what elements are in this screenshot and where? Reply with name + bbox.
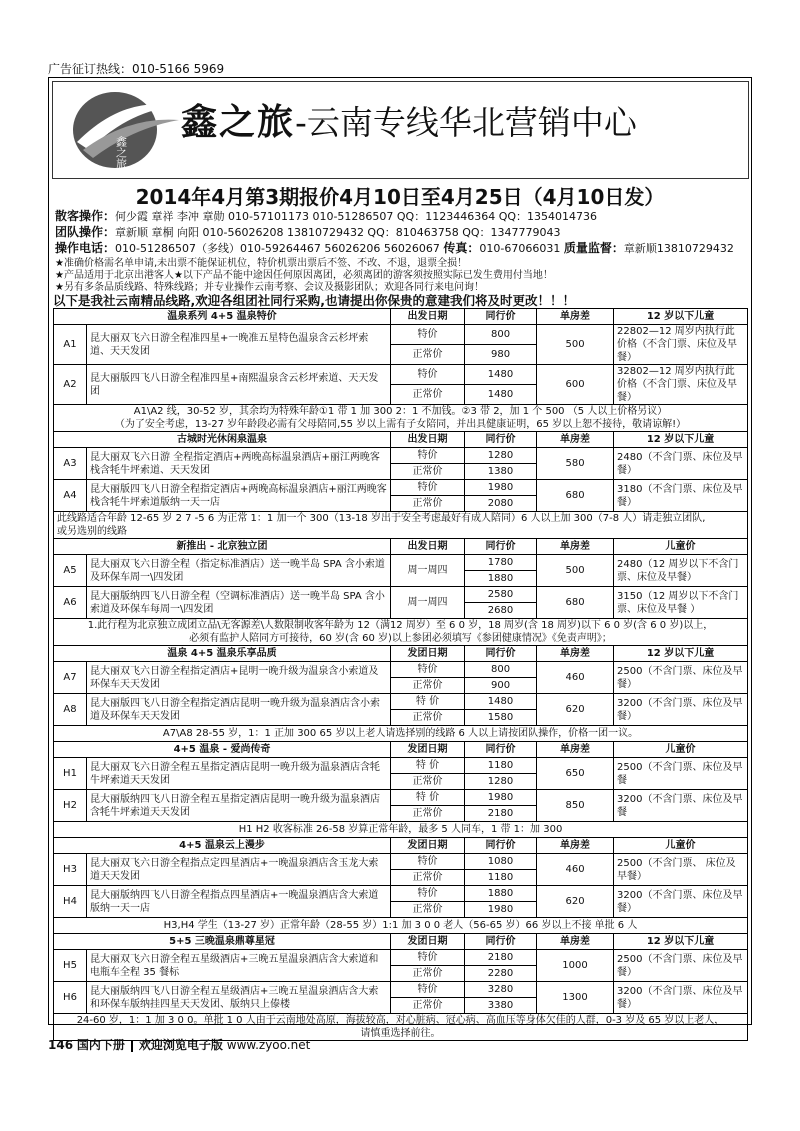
col-header-single-supplement: 单房差 <box>537 742 614 758</box>
price-type-label: 特价 <box>391 982 465 998</box>
section-note <box>54 726 748 742</box>
note-line: 必须有监护人陪同方可接待，60 岁(含 60 岁)以上参团必须填写《参团健康情况》《免责声明》； <box>189 633 612 644</box>
trade-price: 1980 <box>465 902 537 918</box>
trade-price: 1180 <box>465 870 537 886</box>
child-price: 3200（不含门票、床位及早餐 <box>614 790 748 822</box>
contact-label: 团队操作： <box>55 225 116 239</box>
logo-text: 鑫之旅 <box>114 136 128 169</box>
col-header-departure: 出发日期 <box>391 309 465 325</box>
trade-price: 1480 <box>465 694 537 710</box>
route-row <box>54 480 748 496</box>
contact-text: 何少霞 章祥 李冲 章勋 010-57101173 010-51286507 QQ：1123446364 QQ：1354014736 <box>115 210 598 223</box>
company-logo-icon <box>63 86 183 174</box>
brand-title <box>181 94 637 145</box>
note-line: 或另选别的线路 <box>57 526 127 537</box>
page-footer <box>48 1036 310 1053</box>
trade-price: 1280 <box>465 774 537 790</box>
single-supplement: 460 <box>537 854 614 886</box>
price-type-label: 特 价 <box>391 790 465 806</box>
price-period-title: 2014年4月第3期报价4月10日至4月25日（4月10日发） <box>135 185 665 209</box>
col-header-trade-price: 同行价 <box>465 742 537 758</box>
note-line: H1 H2 收客标准 26-58 岁算正常年龄，最多 5 人同车，1 带 1：加 300 <box>238 824 563 835</box>
note-line: 1.此行程为北京独立成团立品\无客源差\人数限制收客年龄为 12（满12 周岁）至 6 0 岁，18 周岁(含 18 周岁)以下 6 0 岁(含 6 0 岁)以上， <box>87 620 714 631</box>
route-row <box>54 854 748 870</box>
route-row <box>54 790 748 806</box>
trade-price: 900 <box>465 678 537 694</box>
section-header-row <box>54 742 748 758</box>
note-line: A7\A8 28-55 岁，1：1 正加 300 65 岁以上老人请选择别的线路 6 人以上请按团队操作，价格一团一议。 <box>162 728 639 739</box>
trade-price: 2180 <box>465 806 537 822</box>
route-row <box>54 555 748 571</box>
col-header-single-supplement: 单房差 <box>537 432 614 448</box>
section-header-row <box>54 539 748 555</box>
section-title: 4+5 温泉云上漫步 <box>54 838 391 854</box>
single-supplement: 600 <box>537 365 614 405</box>
col-header-departure: 出发日期 <box>391 432 465 448</box>
quality-label: 质量监督： <box>563 241 624 255</box>
page-number: 146 <box>48 1038 74 1052</box>
price-type-label: 特价 <box>391 480 465 496</box>
contact-line-group <box>55 223 561 240</box>
section-header-row <box>54 646 748 662</box>
trade-price: 1880 <box>465 571 537 587</box>
departure-label: 周一周四 <box>391 555 465 587</box>
single-supplement: 460 <box>537 662 614 694</box>
ad-hotline: 广告征订热线：010-5166 5969 <box>48 62 225 76</box>
single-supplement: 620 <box>537 694 614 726</box>
route-row <box>54 694 748 710</box>
departure-label: 周一周四 <box>391 587 465 619</box>
route-description: 昆大丽双飞六日游 全程指定酒店+两晚高标温泉酒店+丽江两晚客栈含牦牛坪索道、天天发团 <box>87 448 391 480</box>
note-line: （为了安全考虑，13-27 岁年龄段必需有父母陪同,55 岁以上需有子女陪同，并出具健康证明，65 岁以上恕不接待，敬请谅解!） <box>114 419 687 430</box>
col-header-child-price: 12 岁以下儿童 <box>614 646 748 662</box>
col-header-departure: 出发日期 <box>391 539 465 555</box>
section-note-row <box>54 726 748 742</box>
section-title: 4+5 温泉 - 爱尚传奇 <box>54 742 391 758</box>
route-row <box>54 448 748 464</box>
col-header-departure: 发团日期 <box>391 934 465 950</box>
route-row <box>54 365 748 385</box>
price-type-label: 正常价 <box>391 774 465 790</box>
section-header-row <box>54 934 748 950</box>
price-type-label: 正常价 <box>391 870 465 886</box>
col-header-child-price: 儿童价 <box>614 539 748 555</box>
price-type-label: 正常价 <box>391 678 465 694</box>
route-description: 昆大丽双飞六日游全程指点定四星酒店+一晚温泉酒店含玉龙大索道天天发团 <box>87 854 391 886</box>
col-header-child-price: 儿童价 <box>614 838 748 854</box>
section-note <box>54 918 748 934</box>
route-description: 昆大丽版纳四飞八日游全程（空调标准酒店）送一晚半岛 SPA 含小索道及环保车每周一\四发团 <box>87 587 391 619</box>
route-row <box>54 325 748 345</box>
single-supplement: 620 <box>537 886 614 918</box>
price-type-label: 特价 <box>391 886 465 902</box>
col-header-trade-price: 同行价 <box>465 646 537 662</box>
route-code: A4 <box>54 480 87 512</box>
route-price-table <box>53 308 748 1041</box>
route-description: 昆大丽版四飞八日游全程准四星+南熙温泉含云杉坪索道、天天发团 <box>87 365 391 405</box>
price-type-label: 特 价 <box>391 758 465 774</box>
route-description: 昆大丽双飞六日游全程五星指定酒店昆明一晚升级为温泉酒店含牦牛坪索道天天发团 <box>87 758 391 790</box>
fax-label: 传真： <box>443 241 480 255</box>
col-header-departure: 发团日期 <box>391 838 465 854</box>
child-price: 2500（不含门票、床位及早餐） <box>614 950 748 982</box>
trade-price: 1280 <box>465 448 537 464</box>
trade-price: 2180 <box>465 950 537 966</box>
col-header-single-supplement: 单房差 <box>537 309 614 325</box>
price-type-label: 特 价 <box>391 694 465 710</box>
footer-section: 国内下册 <box>76 1038 125 1052</box>
price-type-label: 正常价 <box>391 345 465 365</box>
section-note <box>54 512 748 539</box>
child-price: 2480（不含门票、床位及早餐） <box>614 448 748 480</box>
route-code: H3 <box>54 854 87 886</box>
trade-price: 800 <box>465 325 537 345</box>
note-line: H3,H4 学生（13-27 岁）正常年龄（28-55 岁）1:1 加 3 0 0 老人（56-65 岁）66 岁以上不接 单批 6 人 <box>163 920 638 931</box>
section-note-row <box>54 918 748 934</box>
trade-price: 3280 <box>465 982 537 998</box>
note-line: 请慎重选择前往。 <box>360 1028 441 1039</box>
single-supplement: 500 <box>537 555 614 587</box>
trade-price: 2080 <box>465 496 537 512</box>
child-price: 2500（不含门票、 床位及早餐） <box>614 854 748 886</box>
single-supplement: 680 <box>537 587 614 619</box>
route-code: H2 <box>54 790 87 822</box>
trade-price: 1380 <box>465 464 537 480</box>
col-header-child-price: 12 岁以下儿童 <box>614 934 748 950</box>
trade-price: 1580 <box>465 710 537 726</box>
section-note <box>54 619 748 646</box>
price-type-label: 正常价 <box>391 806 465 822</box>
quality-contact: 章新顺13810729432 <box>623 242 734 255</box>
child-price: 2480（12 周岁以下不含门票、床位及早餐） <box>614 555 748 587</box>
price-type-label: 正常价 <box>391 464 465 480</box>
section-note <box>54 822 748 838</box>
col-header-trade-price: 同行价 <box>465 934 537 950</box>
child-price: 3200（不含门票、床位及早餐） <box>614 886 748 918</box>
trade-price: 800 <box>465 662 537 678</box>
section-title: 5+5 三晚温泉鼎尊星冠 <box>54 934 391 950</box>
col-header-single-supplement: 单房差 <box>537 646 614 662</box>
col-header-trade-price: 同行价 <box>465 539 537 555</box>
note-line: A1\A2 线，30-52 岁，其余均为特殊年龄①1 带 1 加 300 2：1 不加钱。②3 带 2，加 1 个 500 （5 人以上价格另议） <box>133 406 668 417</box>
child-price: 3200（不含门票、床位及早餐） <box>614 694 748 726</box>
section-header-row <box>54 309 748 325</box>
trade-price: 1880 <box>465 886 537 902</box>
child-price: 32802—12 周岁内执行此价格（不含门票、床位及早餐） <box>614 365 748 405</box>
route-code: A8 <box>54 694 87 726</box>
footer-divider <box>131 1040 133 1052</box>
route-description: 昆大丽版四飞八日游全程指定酒店+两晚高标温泉酒店+丽江两晚客栈含牦牛坪索道版纳一天一店 <box>87 480 391 512</box>
single-supplement: 850 <box>537 790 614 822</box>
trade-price: 1480 <box>465 365 537 385</box>
route-code: H6 <box>54 982 87 1014</box>
intro-heading: 以下是我社云南精品线路,欢迎各组团社同行采购,也请提出你保贵的意建我们将及时更改！！！ <box>53 293 575 308</box>
route-row <box>54 950 748 966</box>
section-title: 温泉 4+5 温泉乐享品质 <box>54 646 391 662</box>
page-frame <box>48 77 752 1039</box>
route-description: 昆大丽双飞六日游全程五星级酒店+三晚五星温泉酒店含大索道和电瓶车全程 35 餐标 <box>87 950 391 982</box>
brand-banner <box>52 81 749 179</box>
price-type-label: 特价 <box>391 448 465 464</box>
price-type-label: 正常价 <box>391 496 465 512</box>
route-row <box>54 886 748 902</box>
single-supplement: 680 <box>537 480 614 512</box>
col-header-child-price: 儿童价 <box>614 742 748 758</box>
route-code: A3 <box>54 448 87 480</box>
section-header-row <box>54 838 748 854</box>
col-header-child-price: 12 岁以下儿童 <box>614 432 748 448</box>
route-description: 昆大丽双飞六日游全程（指定标准酒店）送一晚半岛 SPA 含小索道及环保车周一\四发团 <box>87 555 391 587</box>
col-header-trade-price: 同行价 <box>465 432 537 448</box>
price-type-label: 特价 <box>391 365 465 385</box>
contact-text: 章新顺 章桐 向阳 010-56026208 13810729432 QQ：810463758 QQ：1347779043 <box>115 226 561 239</box>
price-type-label: 特价 <box>391 662 465 678</box>
child-price: 22802—12 周岁内执行此价格（不含门票、床位及早餐） <box>614 325 748 365</box>
col-header-single-supplement: 单房差 <box>537 934 614 950</box>
price-type-label: 正常价 <box>391 966 465 982</box>
section-header-row <box>54 432 748 448</box>
route-description: 昆大丽版纳四飞八日游全程五星级酒店+三晚五星温泉酒店含大索和环保车版纳挂四星天天发团、版纳只上傣楼 <box>87 982 391 1014</box>
child-price: 3150（12 周岁以下不含门票、床位及早餐 ） <box>614 587 748 619</box>
single-supplement: 500 <box>537 325 614 365</box>
col-header-child-price: 12 岁以下儿童 <box>614 309 748 325</box>
trade-price: 1980 <box>465 790 537 806</box>
col-header-trade-price: 同行价 <box>465 838 537 854</box>
route-row <box>54 662 748 678</box>
route-description: 昆大丽版四飞八日游全程指定酒店昆明一晚升级为温泉酒店含小索道及环保车天天发团 <box>87 694 391 726</box>
route-code: H1 <box>54 758 87 790</box>
col-header-single-supplement: 单房差 <box>537 838 614 854</box>
brand-name: 鑫之旅 <box>181 101 296 143</box>
col-header-departure: 发团日期 <box>391 742 465 758</box>
single-supplement: 580 <box>537 448 614 480</box>
child-price: 3180（不含门票、床位及早餐） <box>614 480 748 512</box>
route-description: 昆大丽版纳四飞八日游全程五星指定酒店昆明一晚升级为温泉酒店含牦牛坪索道天天发团 <box>87 790 391 822</box>
trade-price: 3380 <box>465 998 537 1014</box>
notice-line: ★另有多条品质线路、特殊线路；并专业操作云南考察、会议及摄影团队；欢迎各同行来电问询！ <box>55 282 484 293</box>
trade-price: 1480 <box>465 385 537 405</box>
trade-price: 2580 <box>465 587 537 603</box>
brand-subtitle: -云南专线华北营销中心 <box>295 103 637 142</box>
trade-price: 1080 <box>465 854 537 870</box>
section-note <box>54 405 748 432</box>
route-code: H4 <box>54 886 87 918</box>
section-note-row <box>54 405 748 432</box>
section-title: 古城时光休闲泉温泉 <box>54 432 391 448</box>
col-header-trade-price: 同行价 <box>465 309 537 325</box>
price-type-label: 正常价 <box>391 385 465 405</box>
note-line: 此线路适合年龄 12-65 岁 2 7 -5 6 为正常 1：1 加一个 300（13-18 岁出于安全考虑最好有成人陪同）6 人以上加 300（7-8 人）请走独立团队, <box>57 513 706 524</box>
section-note-row <box>54 619 748 646</box>
price-type-label: 特价 <box>391 950 465 966</box>
price-type-label: 正常价 <box>391 902 465 918</box>
fax-number: 010-67066031 <box>479 242 561 255</box>
route-description: 昆大丽版纳四飞八日游全程指点四星酒店+一晚温泉酒店含大索道版纳一天一店 <box>87 886 391 918</box>
route-row <box>54 982 748 998</box>
trade-price: 2280 <box>465 966 537 982</box>
route-row <box>54 758 748 774</box>
col-header-departure: 发团日期 <box>391 646 465 662</box>
footer-url[interactable]: www.zyoo.net <box>226 1038 311 1052</box>
trade-price: 1780 <box>465 555 537 571</box>
note-line: 24-60 岁，1：1 加 3 0 0。单批 1 0 人由于云南地处高原，海拔较高，对心脏病、冠心病、高血压等身体欠佳的人群，0-3 岁及 65 岁以上老人， <box>76 1015 725 1026</box>
contact-label: 散客操作： <box>55 209 116 223</box>
notice-line: ★产品适用于北京出港客人★以下产品不能中途因任何原因离团，必须离团的游客须按照实际已发生费用付当地！ <box>55 270 553 281</box>
contact-line-retail <box>55 207 597 224</box>
price-type-label: 特价 <box>391 325 465 345</box>
route-code: A5 <box>54 555 87 587</box>
trade-price: 1980 <box>465 480 537 496</box>
trade-price: 980 <box>465 345 537 365</box>
route-code: A6 <box>54 587 87 619</box>
price-type-label: 正常价 <box>391 710 465 726</box>
route-code: H5 <box>54 950 87 982</box>
section-note-row <box>54 512 748 539</box>
trade-price: 2680 <box>465 603 537 619</box>
section-title: 新推出 - 北京独立团 <box>54 539 391 555</box>
price-type-label: 特价 <box>391 854 465 870</box>
single-supplement: 1000 <box>537 950 614 982</box>
single-supplement: 650 <box>537 758 614 790</box>
route-row <box>54 587 748 603</box>
route-description: 昆大丽双飞六日游全程准四星+一晚准五星特色温泉含云杉坪索道、天天发团 <box>87 325 391 365</box>
route-description: 昆大丽双飞六日游全程指定酒店+昆明一晚升级为温泉含小索道及环保车天天发团 <box>87 662 391 694</box>
route-code: A1 <box>54 325 87 365</box>
contact-text: 010-51286507（多线）010-59264467 56026206 56026067 <box>115 242 440 255</box>
notice-line: ★准确价格需名单申请,未出票不能保证机位，特价机票出票后不签、不改、不退，退票全损！ <box>55 258 468 269</box>
route-code: A2 <box>54 365 87 405</box>
footer-tagline: 欢迎浏览电子版 <box>138 1038 223 1052</box>
trade-price: 1180 <box>465 758 537 774</box>
child-price: 3200（不含门票、床位及早餐） <box>614 982 748 1014</box>
col-header-single-supplement: 单房差 <box>537 539 614 555</box>
contact-label: 操作电话： <box>55 241 116 255</box>
child-price: 2500（不含门票、床位及早餐 <box>614 758 748 790</box>
section-title: 温泉系列 4+5 温泉特价 <box>54 309 391 325</box>
section-note-row <box>54 822 748 838</box>
child-price: 2500（不含门票、床位及早餐） <box>614 662 748 694</box>
route-code: A7 <box>54 662 87 694</box>
single-supplement: 1300 <box>537 982 614 1014</box>
price-type-label: 正常价 <box>391 998 465 1014</box>
